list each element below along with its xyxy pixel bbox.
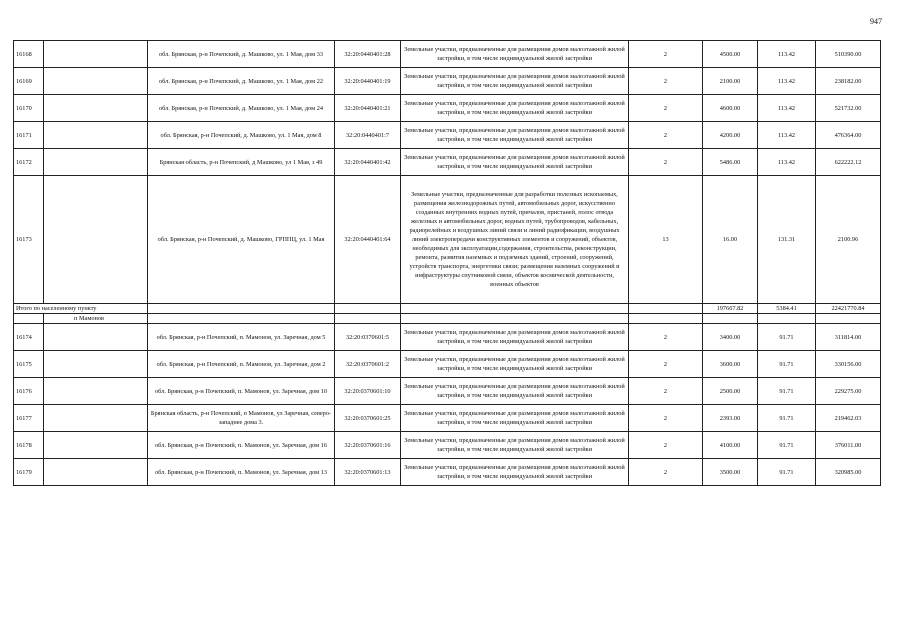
land-use-cell: Земельные участки, предназначенные для размещения домов малоэтажной жилой застройки, в том числе индивидуальной жилой застройки	[401, 149, 629, 176]
rate-cell: 113.42	[758, 122, 816, 149]
address-cell: Брянская область, р-н Почепский, д Машково, ул 1 Мая, з 49	[148, 149, 335, 176]
land-use-cell: Земельные участки, предназначенные для размещения домов малоэтажной жилой застройки, в том числе индивидуальной жилой застройки	[401, 68, 629, 95]
land-use-cell: Земельные участки, предназначенные для размещения домов малоэтажной жилой застройки, в том числе индивидуальной жилой застройки	[401, 122, 629, 149]
rate-cell: 91.71	[758, 378, 816, 405]
table-row	[14, 405, 881, 432]
summary-value: 22421770.84	[816, 304, 881, 314]
category-cell: 2	[629, 149, 703, 176]
category-cell: 2	[629, 351, 703, 378]
cadastral-number-cell: 32:20:0370601:13	[335, 459, 401, 486]
rows-settlement-mamonov	[14, 324, 881, 486]
row-number: 16172	[14, 149, 44, 176]
area-cell: 4100.00	[703, 432, 758, 459]
rate-cell: 113.42	[758, 95, 816, 122]
row-number: 16174	[14, 324, 44, 351]
address-cell: обл. Брянская, р-н Почепский, д. Машково, ул. 1 Мая, дом 22	[148, 68, 335, 95]
settlement-label: п Мамонов	[44, 314, 148, 324]
land-use-cell: Земельные участки, предназначенные для размещения домов малоэтажной жилой застройки, в том числе индивидуальной жилой застройки	[401, 351, 629, 378]
cadastral-number-cell: 32:20:0440401:28	[335, 41, 401, 68]
cadastral-number-cell: 32:20:0370601:10	[335, 378, 401, 405]
cadastral-number-cell: 32:20:0440401:64	[335, 176, 401, 304]
category-cell: 2	[629, 459, 703, 486]
address-cell: обл. Брянская, р-н Почепский, п. Мамонов, ул. Заречная, дом 5	[148, 324, 335, 351]
land-use-cell: Земельные участки, предназначенные для размещения домов малоэтажной жилой застройки, в том числе индивидуальной жилой застройки	[401, 95, 629, 122]
area-cell: 16.00	[703, 176, 758, 304]
row-number: 16169	[14, 68, 44, 95]
area-cell: 2500.00	[703, 378, 758, 405]
value-cell: 320985.00	[816, 459, 881, 486]
table-row	[14, 95, 881, 122]
cadastral-number-cell: 32:20:0370601:25	[335, 405, 401, 432]
cadastral-number-cell: 32:20:0370601:2	[335, 351, 401, 378]
table-row	[14, 41, 881, 68]
cadastral-number-cell: 32:20:0440401:21	[335, 95, 401, 122]
area-cell: 5486.00	[703, 149, 758, 176]
table-row	[14, 351, 881, 378]
value-cell: 219462.03	[816, 405, 881, 432]
address-cell: обл. Брянская, р-н Почепский, п. Мамонов, ул. Заречная, дом 10	[148, 378, 335, 405]
row-number: 16168	[14, 41, 44, 68]
table-row	[14, 176, 881, 304]
rate-cell: 113.42	[758, 149, 816, 176]
category-cell: 2	[629, 405, 703, 432]
row-number: 16175	[14, 351, 44, 378]
rate-cell: 91.71	[758, 351, 816, 378]
land-use-cell: Земельные участки, предназначенные для размещения домов малоэтажной жилой застройки, в том числе индивидуальной жилой застройки	[401, 41, 629, 68]
value-cell: 521732.00	[816, 95, 881, 122]
rate-cell: 91.71	[758, 324, 816, 351]
table-row	[14, 459, 881, 486]
rows-village-mashkovo	[14, 41, 881, 176]
row-number: 16178	[14, 432, 44, 459]
settlement-row	[14, 314, 881, 324]
table-row	[14, 122, 881, 149]
cadastral-number-cell: 32:20:0370601:16	[335, 432, 401, 459]
table-row	[14, 324, 881, 351]
summary-row	[14, 304, 881, 314]
table-row	[14, 68, 881, 95]
address-cell: обл. Брянская, р-н Почепский, д. Машково, ул. 1 Мая, дом 8	[148, 122, 335, 149]
cadastral-number-cell: 32:20:0440401:19	[335, 68, 401, 95]
area-cell: 3600.00	[703, 351, 758, 378]
summary-area: 197667.82	[703, 304, 758, 314]
rate-cell: 91.71	[758, 405, 816, 432]
rate-cell: 113.42	[758, 41, 816, 68]
row-number: 16173	[14, 176, 44, 304]
row-number: 16171	[14, 122, 44, 149]
rate-cell: 91.71	[758, 459, 816, 486]
row-number: 16176	[14, 378, 44, 405]
value-cell: 2100.96	[816, 176, 881, 304]
value-cell: 510390.00	[816, 41, 881, 68]
category-cell: 2	[629, 41, 703, 68]
table-row	[14, 149, 881, 176]
address-cell: Брянская область, р-н Почепский, п Мамонов, ул Заречная, северо-западнее дома 3.	[148, 405, 335, 432]
category-cell: 2	[629, 324, 703, 351]
rate-cell: 91.71	[758, 432, 816, 459]
land-use-cell: Земельные участки, предназначенные для разработки полезных ископаемых, размещения железнодорожных путей, автомобильных дорог, искусственно созданных внутренних водных путей, причалов, пристаней, полос отвода железных и автомобильных дорог, водных путей, трубопроводов, кабельных, радиорелейных и воздушных линий связи и линий радиофикации, воздушных линий электропередачи конструктивных элементов и сооружений, объектов, необходимых для эксплуатации,содержания, строительства, реконструкции, ремонта, развития наземных и подземных зданий, строений, сооружений, устройств транспорта, энергетики связи; размещения наземных сооружений и инфраструктуры спутниковой связи, объектов космической деятельности, военных объектов	[401, 176, 629, 304]
area-cell: 4200.00	[703, 122, 758, 149]
summary-rate: 5384.41	[758, 304, 816, 314]
value-cell: 311814.00	[816, 324, 881, 351]
row-number: 16179	[14, 459, 44, 486]
rate-cell: 131.31	[758, 176, 816, 304]
address-cell: обл. Брянская, р-н Почепский, д. Машково, ул. 1 Мая, дом 24	[148, 95, 335, 122]
address-cell: обл. Брянская, р-н Почепский, д. Машково, ГРППЦ, ул. 1 Мая	[148, 176, 335, 304]
value-cell: 622222.12	[816, 149, 881, 176]
address-cell: обл. Брянская, р-н Почепский, п. Мамонов, ул. Заречная, дом 13	[148, 459, 335, 486]
land-use-cell: Земельные участки, предназначенные для размещения домов малоэтажной жилой застройки, в том числе индивидуальной жилой застройки	[401, 324, 629, 351]
area-cell: 2393.00	[703, 405, 758, 432]
value-cell: 238182.00	[816, 68, 881, 95]
category-cell: 2	[629, 95, 703, 122]
area-cell: 3400.00	[703, 324, 758, 351]
land-use-cell: Земельные участки, предназначенные для размещения домов малоэтажной жилой застройки, в том числе индивидуальной жилой застройки	[401, 378, 629, 405]
area-cell: 2100.00	[703, 68, 758, 95]
address-cell: обл. Брянская, р-н Почепский, п. Мамонов, ул. Заречная, дом 16	[148, 432, 335, 459]
rate-cell: 113.42	[758, 68, 816, 95]
area-cell: 4500.00	[703, 41, 758, 68]
category-cell: 2	[629, 378, 703, 405]
value-cell: 376011.00	[816, 432, 881, 459]
category-cell: 2	[629, 122, 703, 149]
land-use-cell: Земельные участки, предназначенные для размещения домов малоэтажной жилой застройки, в том числе индивидуальной жилой застройки	[401, 432, 629, 459]
summary-section	[14, 304, 881, 324]
address-cell: обл. Брянская, р-н Почепский, д. Машково, ул. 1 Мая, дом 33	[148, 41, 335, 68]
page-number: 947	[870, 17, 882, 26]
category-cell: 2	[629, 68, 703, 95]
cadastral-number-cell: 32:20:0440401:7	[335, 122, 401, 149]
area-cell: 3500.00	[703, 459, 758, 486]
row-number: 16170	[14, 95, 44, 122]
cadastral-number-cell: 32:20:0440401:42	[335, 149, 401, 176]
row-number: 16177	[14, 405, 44, 432]
cadastral-value-table	[13, 40, 881, 486]
rows-village-mashkovo-large	[14, 176, 881, 304]
address-cell: обл. Брянская, р-н Почепский, п. Мамонов, ул. Заречная, дом 2	[148, 351, 335, 378]
land-use-cell: Земельные участки, предназначенные для размещения домов малоэтажной жилой застройки, в том числе индивидуальной жилой застройки	[401, 405, 629, 432]
value-cell: 476364.00	[816, 122, 881, 149]
cadastral-number-cell: 32:20:0370601:5	[335, 324, 401, 351]
table-row	[14, 432, 881, 459]
value-cell: 330156.00	[816, 351, 881, 378]
land-use-cell: Земельные участки, предназначенные для размещения домов малоэтажной жилой застройки, в том числе индивидуальной жилой застройки	[401, 459, 629, 486]
area-cell: 4600.00	[703, 95, 758, 122]
category-cell: 2	[629, 432, 703, 459]
category-cell: 13	[629, 176, 703, 304]
summary-label: Итого по населенному пункту	[14, 304, 148, 314]
table-row	[14, 378, 881, 405]
value-cell: 229275.00	[816, 378, 881, 405]
